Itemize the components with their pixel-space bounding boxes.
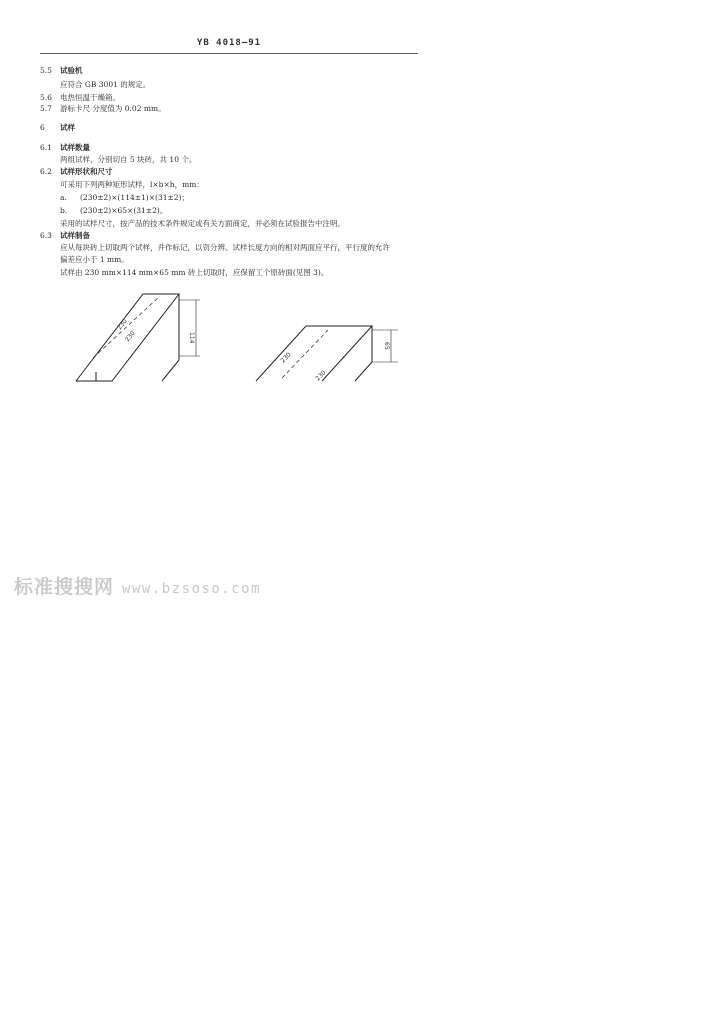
- clause-number: 6.3: [40, 231, 52, 240]
- left-brick-drawing: [76, 294, 200, 381]
- clause-number: 5.7: [40, 104, 52, 113]
- clause-text: 可采用下列两种矩形试样，l×b×h，mm：: [60, 180, 204, 189]
- clause-text: 试样由 230 mm×114 mm×65 mm 砖上切取时，应保留工个原砖面(见图 3)。: [60, 268, 329, 277]
- clause-text: 试样形状和尺寸: [60, 167, 113, 176]
- dimension-label: 230: [279, 351, 293, 365]
- clause-number: 6.2: [40, 167, 52, 176]
- dimension-label: 230: [116, 317, 129, 332]
- clause-text: 试样: [60, 123, 75, 132]
- clause-text: 应从每块砖上切取两个试样，并作标记，以资分辨。试样长度方向的相对两面应平行，平行度的允许: [60, 243, 390, 252]
- clause-text: 电热恒温干燥箱。: [60, 93, 120, 102]
- watermark-url: www.bzsoso.com: [122, 581, 262, 597]
- dimension-label: 230: [314, 369, 328, 383]
- clause-number: 5.6: [40, 93, 52, 102]
- clause-text: 游标卡尺 分度值为 0.02 mm。: [60, 104, 166, 113]
- right-brick-drawing: [256, 326, 398, 381]
- standard-number-header: YB 4018—91: [196, 38, 262, 48]
- clause-text: (230±2)×65×(31±2)。: [80, 206, 168, 215]
- clause-text: 两组试样，分别切自 5 块砖，共 10 个。: [60, 155, 197, 164]
- watermark: [14, 572, 261, 599]
- dimension-label: 65: [383, 342, 390, 350]
- clause-text: 试验机: [60, 66, 83, 75]
- clause-number: 5.5: [40, 66, 52, 75]
- specimen-figure: [0, 0, 724, 400]
- clause-number: 6.1: [40, 143, 52, 152]
- clause-number: b.: [60, 206, 68, 215]
- watermark-site-name: 标准搜搜网: [14, 576, 115, 598]
- dimension-label: 230: [124, 329, 137, 344]
- clause-number: 6: [40, 123, 45, 132]
- clause-number: a.: [60, 193, 67, 202]
- clause-text: 采用的试样尺寸，按产品的技术条件规定或有关方面商定，并必须在试验报告中注明。: [60, 219, 345, 228]
- clause-text: 应符合 GB 3001 的规定。: [60, 80, 151, 89]
- clause-text: (230±2)×(114±1)×(31±2)；: [80, 193, 189, 202]
- clause-text: 试样制备: [60, 231, 90, 240]
- clause-text: 试样数量: [60, 143, 90, 152]
- clause-text: 偏差应小于 1 mm。: [60, 255, 129, 264]
- dimension-label: 114: [188, 332, 195, 344]
